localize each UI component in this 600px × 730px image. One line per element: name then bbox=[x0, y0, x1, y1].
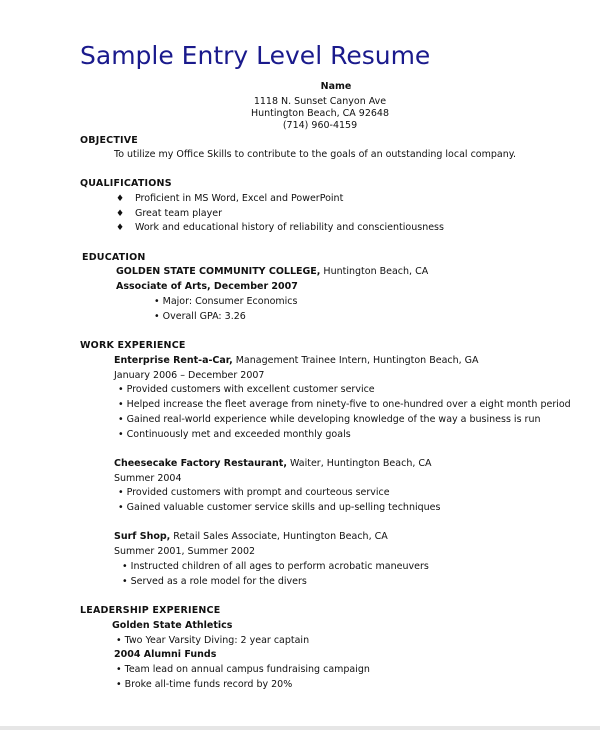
job-item: • Provided customers with excellent customer service bbox=[118, 384, 375, 395]
education-heading: EDUCATION bbox=[82, 252, 146, 263]
bullet-icon: • bbox=[122, 576, 128, 587]
school-name: GOLDEN STATE COMMUNITY COLLEGE, bbox=[116, 266, 321, 277]
job-item: • Instructed children of all ages to perform acrobatic maneuvers bbox=[122, 561, 429, 572]
leadership-item: • Team lead on annual campus fundraising campaign bbox=[116, 664, 370, 675]
job-title-line bbox=[114, 355, 479, 367]
job-dates: Summer 2001, Summer 2002 bbox=[114, 546, 256, 557]
job-title-line bbox=[114, 531, 388, 543]
qualification-item: Work and educational history of reliability and conscientiousness bbox=[135, 222, 444, 233]
job-company: Enterprise Rent-a-Car, bbox=[114, 355, 233, 366]
education-school-line bbox=[116, 266, 428, 278]
qualification-item: Proficient in MS Word, Excel and PowerPoint bbox=[135, 193, 344, 204]
job-item: • Gained valuable customer service skills and up-selling techniques bbox=[118, 502, 441, 513]
diamond-bullet-icon: ♦ bbox=[116, 194, 125, 204]
job-dates: Summer 2004 bbox=[114, 473, 182, 484]
job-role: Management Trainee Intern, Huntington Beach, GA bbox=[232, 355, 479, 366]
bullet-icon: • bbox=[118, 429, 124, 440]
bullet-icon: • bbox=[116, 679, 122, 690]
bullet-icon: • bbox=[154, 296, 160, 307]
bullet-icon: • bbox=[118, 502, 124, 513]
bullet-icon: • bbox=[154, 311, 160, 322]
job-dates: January 2006 – December 2007 bbox=[114, 370, 265, 381]
leadership-group-title: 2004 Alumni Funds bbox=[114, 649, 217, 660]
job-role: Waiter, Huntington Beach, CA bbox=[286, 458, 432, 469]
contact-name: Name bbox=[320, 81, 352, 92]
job-item: • Provided customers with prompt and courteous service bbox=[118, 487, 390, 498]
bullet-icon: • bbox=[118, 399, 124, 410]
leadership-group-title: Golden State Athletics bbox=[112, 620, 233, 631]
leadership-item: • Broke all-time funds record by 20% bbox=[116, 679, 293, 690]
job-item: • Continuously met and exceeded monthly goals bbox=[118, 429, 351, 440]
bullet-icon: • bbox=[116, 635, 122, 646]
bullet-icon: • bbox=[118, 414, 124, 425]
objective-text: To utilize my Office Skills to contribute to the goals of an outstanding local company. bbox=[114, 149, 517, 160]
page-bottom-border bbox=[0, 726, 600, 730]
bullet-icon: • bbox=[122, 561, 128, 572]
school-location: Huntington Beach, CA bbox=[320, 266, 429, 277]
bullet-icon: • bbox=[118, 487, 124, 498]
education-degree: Associate of Arts, December 2007 bbox=[116, 281, 298, 292]
diamond-bullet-icon: ♦ bbox=[116, 223, 125, 233]
bullet-icon: • bbox=[118, 384, 124, 395]
job-company: Surf Shop, bbox=[114, 531, 171, 542]
objective-heading: OBJECTIVE bbox=[80, 135, 138, 146]
education-item: • Major: Consumer Economics bbox=[154, 296, 298, 307]
job-item: • Gained real-world experience while developing knowledge of the way a business is run bbox=[118, 414, 541, 425]
diamond-bullet-icon: ♦ bbox=[116, 209, 125, 219]
work-heading: WORK EXPERIENCE bbox=[80, 340, 186, 351]
job-company: Cheesecake Factory Restaurant, bbox=[114, 458, 287, 469]
job-item: • Helped increase the fleet average from ninety-five to one-hundred over a eight month period bbox=[118, 399, 571, 410]
contact-phone: (714) 960-4159 bbox=[282, 120, 358, 131]
job-item: • Served as a role model for the divers bbox=[122, 576, 307, 587]
leadership-item: • Two Year Varsity Diving: 2 year captain bbox=[116, 635, 310, 646]
job-role: Retail Sales Associate, Huntington Beach, CA bbox=[170, 531, 388, 542]
bullet-icon: • bbox=[116, 664, 122, 675]
education-item: • Overall GPA: 3.26 bbox=[154, 311, 246, 322]
qualifications-heading: QUALIFICATIONS bbox=[80, 178, 172, 189]
qualification-item: Great team player bbox=[135, 208, 222, 219]
leadership-heading: LEADERSHIP EXPERIENCE bbox=[80, 605, 221, 616]
job-title-line bbox=[114, 458, 432, 470]
page-title: Sample Entry Level Resume bbox=[80, 41, 431, 70]
contact-address-line-1: 1118 N. Sunset Canyon Ave bbox=[253, 96, 387, 107]
contact-address-line-2: Huntington Beach, CA 92648 bbox=[250, 108, 390, 119]
